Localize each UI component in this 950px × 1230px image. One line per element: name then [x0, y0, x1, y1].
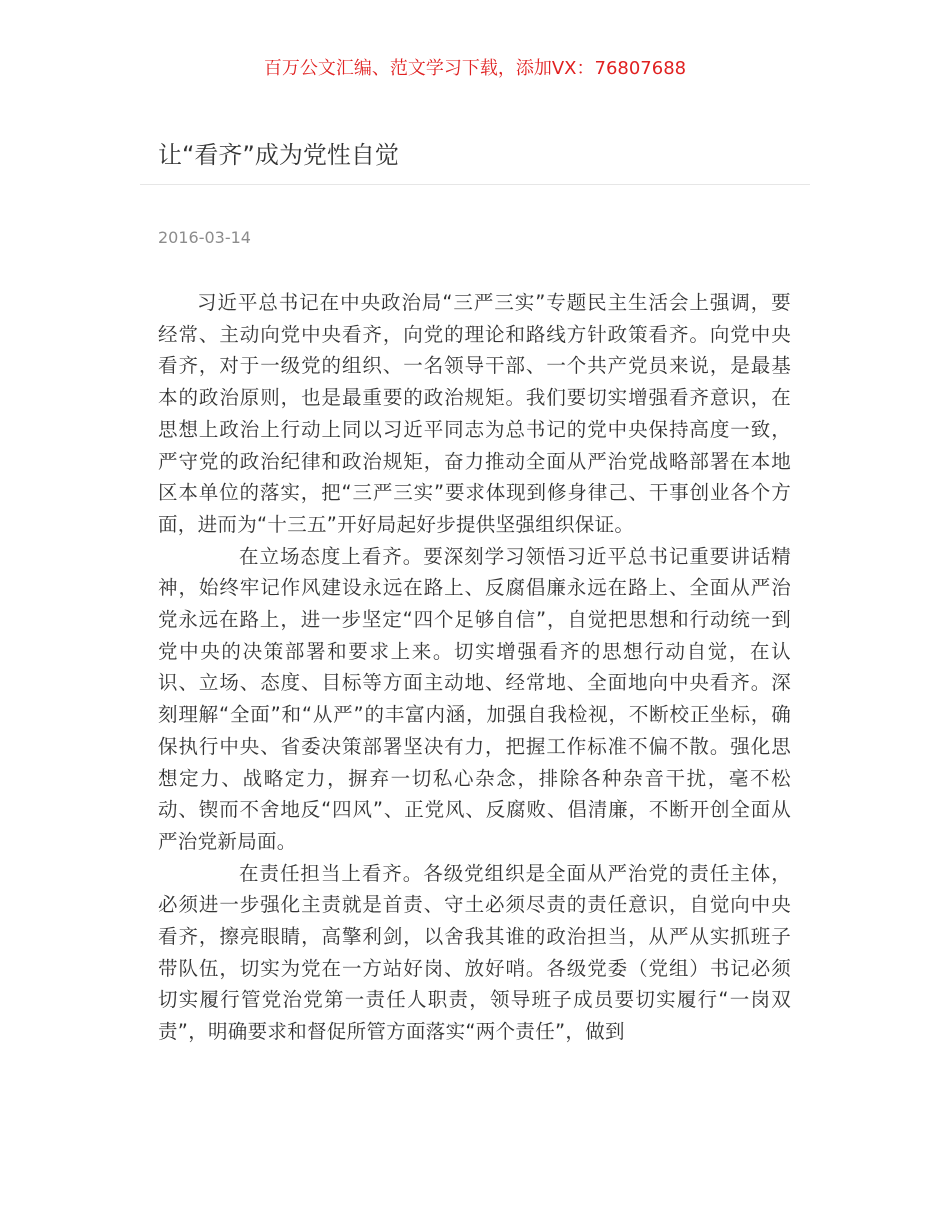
- publish-date: 2016-03-14: [158, 228, 251, 247]
- paragraph-intro: 习近平总书记在中央政治局“三严三实”专题民主生活会上强调，要经常、主动向党中央看齐，向党的理论和路线方针政策看齐。向党中央看齐，对于一级党的组织、一名领导干部、一个共产党员来说，是最基本的政治原则，也是最重要的政治规矩。我们要切实增强看齐意识，在思想上政治上行动上同以习近平同志为总书记的党中央保持高度一致，严守党的政治纪律和政治规矩，奋力推动全面从严治党战略部署在本地区本单位的落实，把“三严三实”要求体现到修身律己、干事创业各个方面，进而为“十三五”开好局起好步提供坚强组织保证。: [158, 291, 791, 536]
- title-divider: [140, 184, 810, 185]
- article-title: 让“看齐”成为党性自觉: [158, 141, 399, 169]
- paragraph-stance: 在立场态度上看齐。要深刻学习领悟习近平总书记重要讲话精神，始终牢记作风建设永远在路上、反腐倡廉永远在路上、全面从严治党永远在路上，进一步坚定“四个足够自信”，自觉把思想和行动统一到党中央的决策部署和要求上来。切实增强看齐的思想行动自觉，在认识、立场、态度、目标等方面主动地、经常地、全面地向中央看齐。深刻理解“全面”和“从严”的丰富内涵，加强自我检视，不断校正坐标，确保执行中央、省委决策部署坚决有力，把握工作标准不偏不散。强化思想定力、战略定力，摒弃一切私心杂念，排除各种杂音干扰，毫不松动、锲而不舍地反“四风”、正党风、反腐败、倡清廉，不断开创全面从严治党新局面。: [158, 544, 791, 853]
- promo-banner: 百万公文汇编、范文学习下载，添加VX：76807688: [263, 58, 687, 79]
- paragraph-responsibility: 在责任担当上看齐。各级党组织是全面从严治党的责任主体，必须进一步强化主责就是首责、守土必须尽责的责任意识，自觉向中央看齐，擦亮眼睛，高擎利剑，以舍我其谁的政治担当，从严从实抓班子带队伍，切实为党在一方站好岗、放好哨。各级党委（党组）书记必须切实履行管党治党第一责任人职责，领导班子成员要切实履行“一岗双责”，明确要求和督促所管方面落实“两个责任”，做到: [158, 861, 791, 1044]
- article-body: [158, 287, 791, 1048]
